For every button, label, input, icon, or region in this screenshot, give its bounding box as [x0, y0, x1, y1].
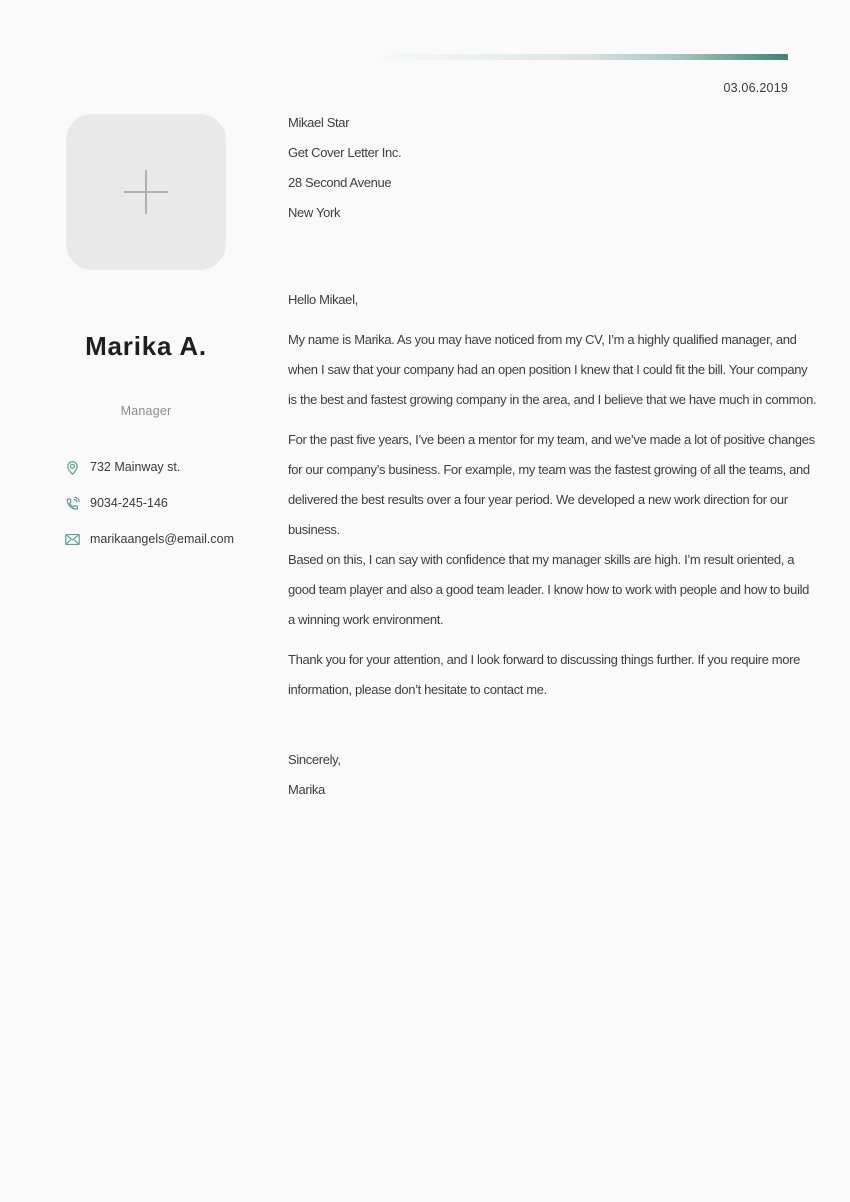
contact-address — [64, 457, 234, 477]
location-pin-icon — [64, 459, 81, 476]
signature: Marika — [288, 782, 325, 797]
contact-email — [64, 529, 234, 549]
contact-address-text: 732 Mainway st. — [90, 460, 181, 474]
paragraph-intro: My name is Marika. As you may have noticed from my CV, I’m a highly qualified manager, and when I saw that your company had an open position I knew that I could fit the bill. Your company is the best and fastest growing company in the area, and I believe that we have much in common. — [288, 332, 817, 407]
contact-email-text: marikaangels@email.com — [90, 532, 234, 546]
recipient-address: 28 Second Avenue — [288, 175, 392, 190]
recipient-block — [288, 108, 850, 228]
email-icon — [64, 531, 81, 548]
contact-list — [64, 457, 234, 565]
phone-icon — [64, 495, 81, 512]
profile-name: Marika A. — [85, 331, 207, 361]
greeting: Hello Mikael, — [288, 292, 358, 307]
recipient-name: Mikael Star — [288, 115, 350, 130]
recipient-company: Get Cover Letter Inc. — [288, 145, 402, 160]
recipient-city: New York — [288, 205, 341, 220]
closing: Sincerely, — [288, 752, 341, 767]
paragraph-experience: For the past five years, I’ve been a mentor for my team, and we’ve made a lot of positive changes for our company’s business. For example, my team was the fastest growing of all the teams, and delivered the best results over a four year period. We developed a new work direction for our business. — [288, 432, 815, 537]
plus-icon — [123, 169, 169, 215]
photo-upload-placeholder[interactable] — [66, 114, 226, 270]
letter-date: 03.06.2019 — [723, 81, 788, 95]
contact-phone-text: 9034-245-146 — [90, 496, 168, 510]
letter-body — [288, 0, 850, 1202]
profile-job-title: Manager — [120, 404, 172, 418]
paragraph-skills: Based on this, I can say with confidence that my manager skills are high. I’m result oriented, a good team player and also a good team leader. I know how to work with people and how to build a winning work environment. — [288, 552, 810, 627]
profile-sidebar — [40, 0, 252, 1202]
paragraph-thanks: Thank you for your attention, and I look forward to discussing things further. If you require more information, please don’t hesitate to contact me. — [288, 652, 800, 697]
contact-phone — [64, 493, 234, 513]
